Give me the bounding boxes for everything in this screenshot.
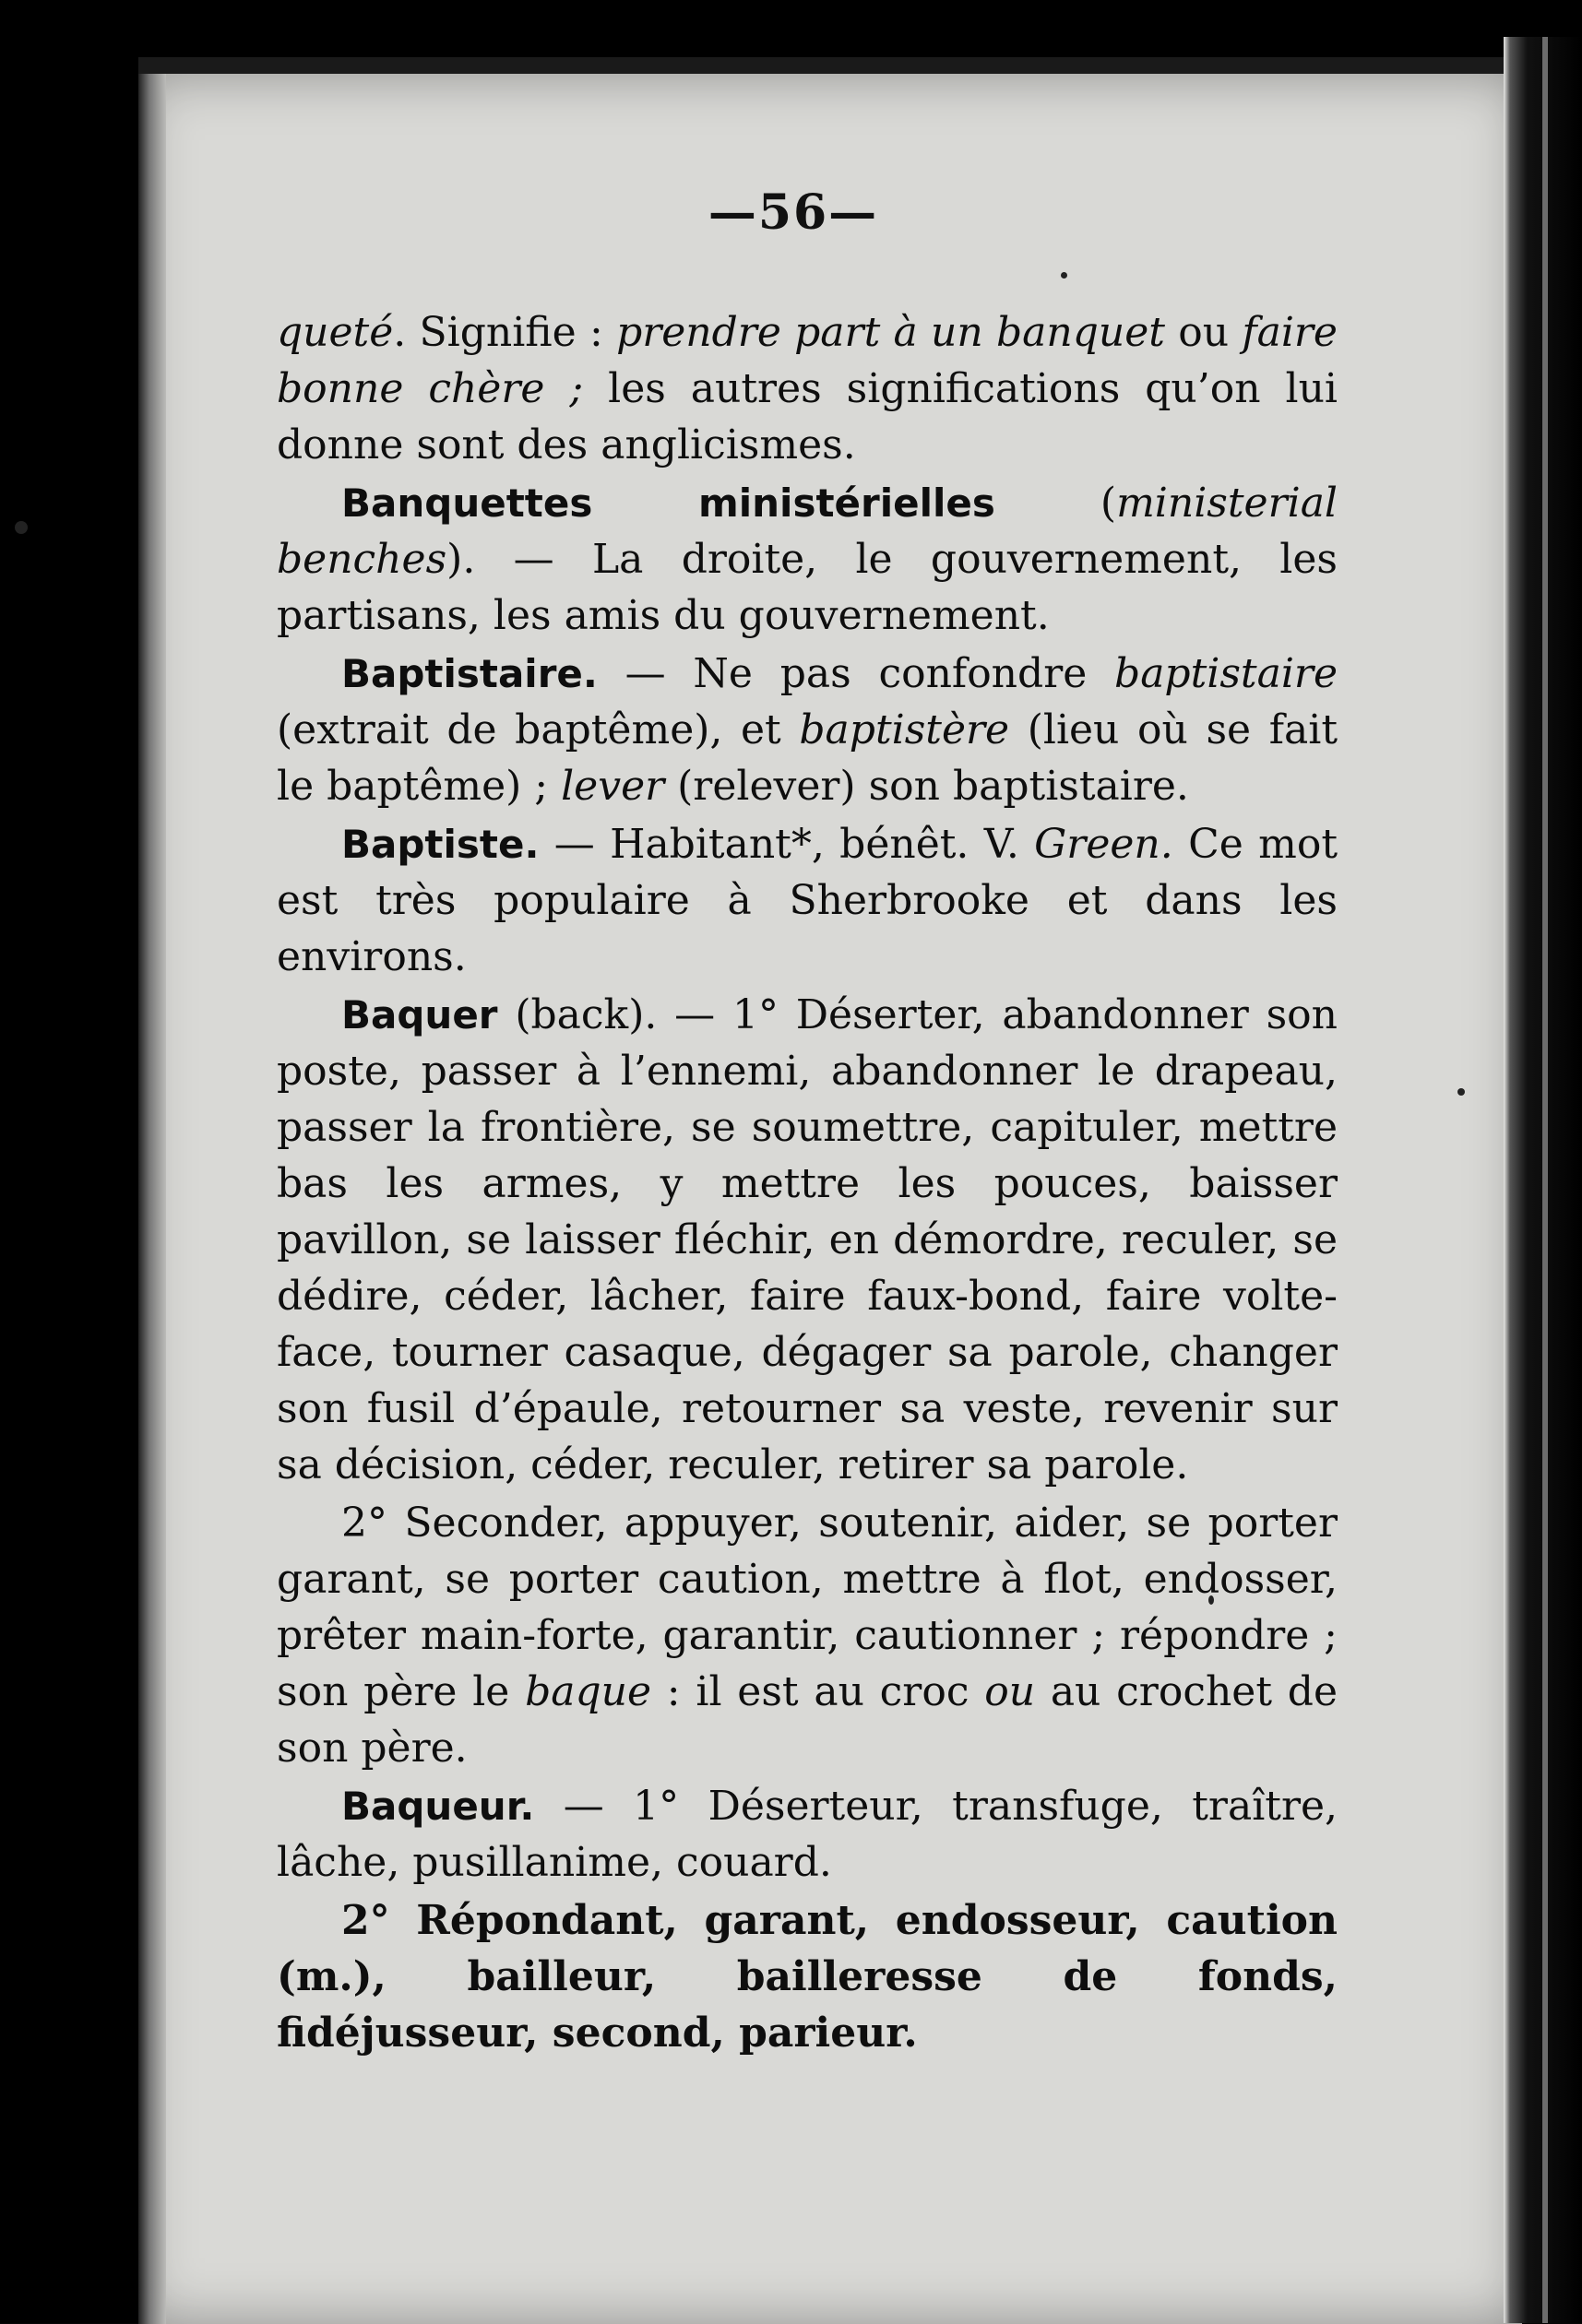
text-run: ( — [994, 480, 1117, 527]
entry-baquer-sense-2 — [277, 1495, 1338, 1776]
entry-baquer-sense-1 — [277, 987, 1338, 1493]
italic-text: lever — [561, 763, 665, 810]
page-gutter-shadow — [138, 74, 166, 2324]
text-run: (back). — 1° Déserter, abandonner son poste, passer à l’ennemi, abandonner le drapeau, passer la frontière, se soumettre, capituler, mettre bas les armes, y mettre les pouces, baisser pavillon, se laisser fléchir, en démordre, reculer, se dédire, céder, lâcher, faire faux-bond, faire volte-face, tourner casaque, dégager sa parole, changer son fusil d’épaule, retourner sa veste, revenir sur sa décision, céder, reculer, retirer sa parole. — [277, 991, 1338, 1488]
text-run: au crochet de son père. — [277, 1668, 1338, 1772]
entry-banquettes-ministerielles — [277, 475, 1338, 644]
italic-text: ministerial benches — [277, 480, 1338, 583]
entry-baptistaire — [277, 646, 1338, 814]
headword: Baptistaire. — [341, 651, 598, 696]
text-run: (lieu où se fait le baptême) ; — [277, 706, 1338, 810]
entry-baqueur-sense-2 — [277, 1892, 1338, 2061]
text-run: ou — [1164, 309, 1243, 356]
headword: Banquettes ministérielles — [341, 480, 995, 526]
text-run: : il est au croc — [651, 1668, 985, 1715]
text-run: — Ne pas confondre — [597, 650, 1115, 697]
italic-text: Green. — [1034, 821, 1173, 868]
italic-text: baptistère — [799, 706, 1010, 753]
text-run: (extrait de baptême), et — [277, 706, 800, 753]
italic-text: ou — [984, 1668, 1036, 1715]
entry-baqueur-sense-1 — [277, 1778, 1338, 1891]
text-run: Ce mot est très populaire à Sherbrooke et dans les environs. — [277, 821, 1338, 980]
page-number: —56— — [708, 184, 879, 241]
text-run: ). — La droite, le gouvernement, les partisans, les amis du gouvernement. — [277, 536, 1338, 639]
text-run: (relever) son baptistaire. — [664, 763, 1189, 810]
headword: Baqueur. — [341, 1784, 535, 1829]
text-run: — Habitant*, bénêt. V. — [539, 821, 1035, 868]
headword: Baptiste. — [341, 822, 540, 867]
text-run: . Signifie : — [393, 309, 617, 356]
italic-text: prendre part à un banquet — [616, 309, 1165, 356]
headword: Baquer — [341, 992, 498, 1038]
entry-baptiste — [277, 816, 1338, 985]
text-run: les autres significations qu’on lui donne sont des anglicismes. — [277, 365, 1338, 468]
italic-text: faire bonne chère ; — [277, 309, 1338, 412]
dictionary-text — [277, 304, 1338, 2063]
italic-text: queté — [277, 309, 394, 356]
text-run: 2° Répondant, garant, endosseur, caution (m.), bailleur, bailleresse de fonds, fidéjusseur, second, parieur. — [277, 1897, 1338, 2057]
scan-speck — [15, 521, 28, 534]
scan-speck — [1061, 272, 1067, 279]
entry-banqueter-continuation — [277, 304, 1338, 473]
scan-border-line — [1542, 37, 1548, 2323]
italic-text: baque — [525, 1668, 652, 1715]
text-run: 2° Seconder, appuyer, soutenir, aider, se porter garant, se porter caution, mettre à flot, endosser, prêter main-forte, garantir, cautionner ; répondre ; son père le — [277, 1500, 1338, 1715]
italic-text: baptistaire — [1114, 650, 1338, 697]
scan-speck — [1457, 1088, 1465, 1096]
text-run: — 1° Déserteur, transfuge, traître, lâche, pusillanime, couard. — [277, 1783, 1338, 1886]
